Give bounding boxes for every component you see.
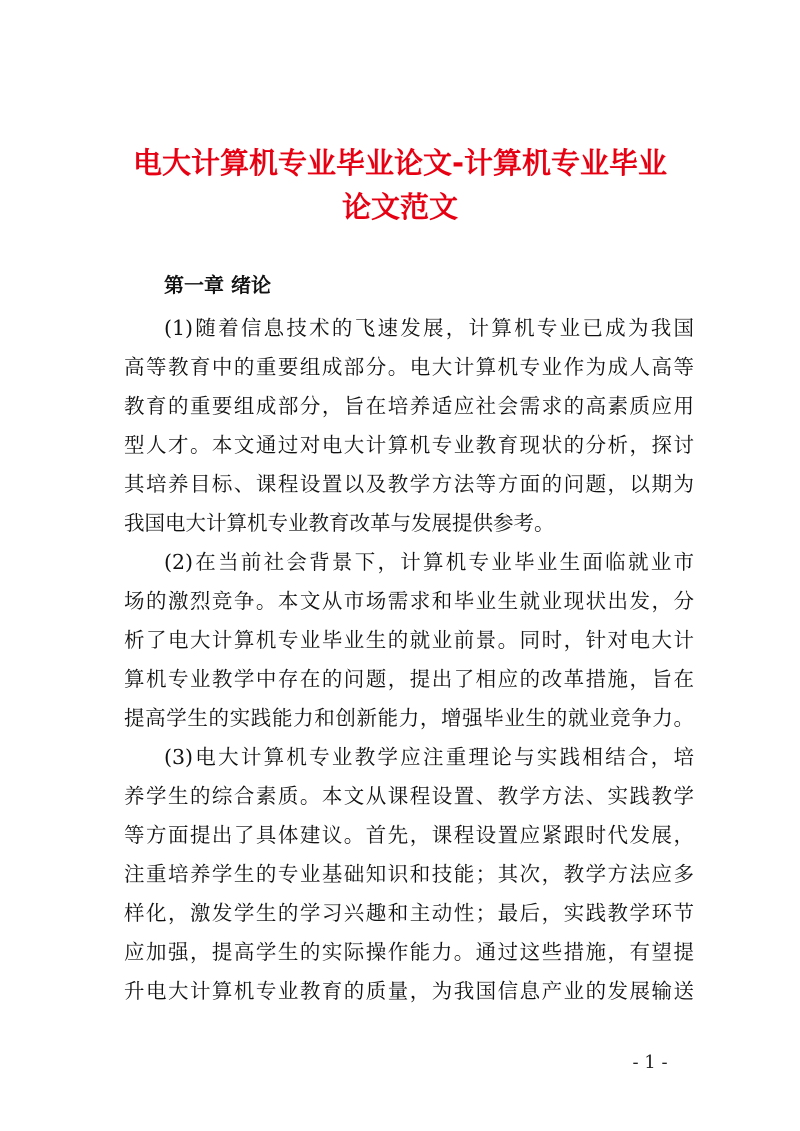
page-number: - 1 - xyxy=(632,1052,668,1073)
paragraph-line: 注重培养学生的专业基础知识和技能；其次，教学方法应多 xyxy=(124,862,694,886)
paragraph-line: 其培养目标、课程设置以及教学方法等方面的问题，以期为 xyxy=(124,472,694,496)
paragraph-line: 养学生的综合素质。本文从课程设置、教学方法、实践教学 xyxy=(124,784,694,808)
paragraph-line: (1)随着信息技术的飞速发展，计算机专业已成为我国 xyxy=(164,316,694,340)
paragraph-line: 我国电大计算机专业教育改革与发展提供参考。 xyxy=(124,511,555,535)
paragraph-line: 型人才。本文通过对电大计算机专业教育现状的分析，探讨 xyxy=(124,433,694,457)
document-title-line-2: 论文范文 xyxy=(341,190,458,224)
paragraph-line: (3)电大计算机专业教学应注重理论与实践相结合，培 xyxy=(164,745,694,769)
paragraph-line: 算机专业教学中存在的问题，提出了相应的改革措施，旨在 xyxy=(124,667,694,691)
paragraph-line: 析了电大计算机专业毕业生的就业前景。同时，针对电大计 xyxy=(124,628,694,652)
paragraph-line: 应加强，提高学生的实际操作能力。通过这些措施，有望提 xyxy=(124,940,694,964)
paragraph-line: 高等教育中的重要组成部分。电大计算机专业作为成人高等 xyxy=(124,355,694,379)
paragraph-line: (2)在当前社会背景下，计算机专业毕业生面临就业市 xyxy=(164,550,694,574)
paragraph-line: 升电大计算机专业教育的质量，为我国信息产业的发展输送 xyxy=(124,979,694,1003)
chapter-heading: 第一章 绪论 xyxy=(164,273,271,297)
paragraph-line: 提高学生的实践能力和创新能力，增强毕业生的就业竞争力。 xyxy=(124,706,694,730)
paragraph-line: 教育的重要组成部分，旨在培养适应社会需求的高素质应用 xyxy=(124,394,694,418)
paragraph-line: 样化，激发学生的学习兴趣和主动性；最后，实践教学环节 xyxy=(124,901,694,925)
document-title-line-1: 电大计算机专业毕业论文-计算机专业毕业 xyxy=(132,146,668,180)
paragraph-line: 场的激烈竞争。本文从市场需求和毕业生就业现状出发，分 xyxy=(124,589,694,613)
paragraph-line: 等方面提出了具体建议。首先，课程设置应紧跟时代发展， xyxy=(124,823,694,847)
